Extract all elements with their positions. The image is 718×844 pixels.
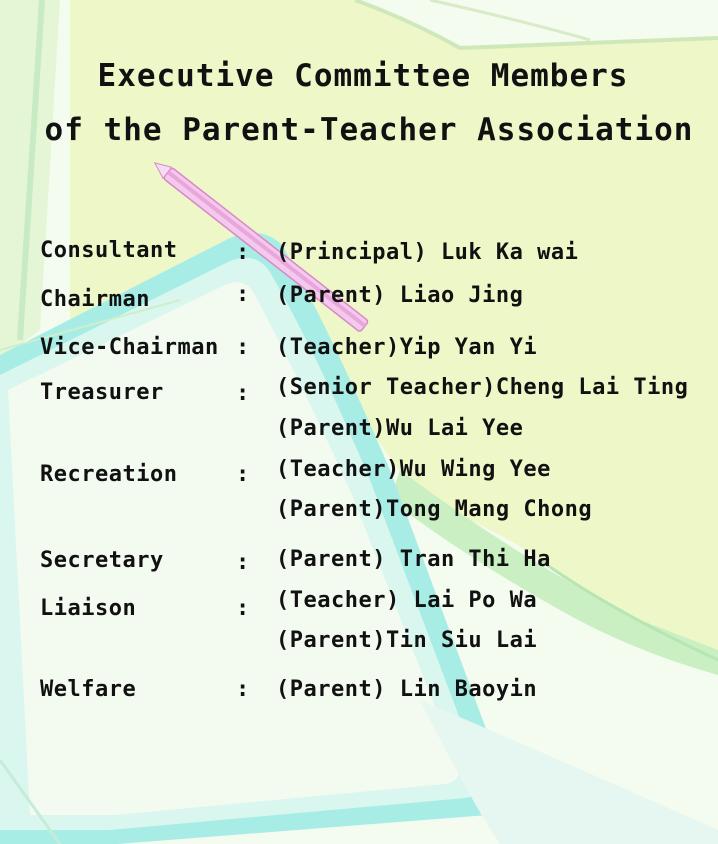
title-line-1: Executive Committee Members [97,58,629,94]
member-vice-chairman: (Teacher)Yip Yan Yi [276,335,538,360]
colon-recreation: : [236,462,250,487]
role-treasurer: Treasurer [40,380,164,405]
member-treasurer-2: (Parent)Wu Lai Yee [276,416,524,441]
role-liaison: Liaison [40,596,137,621]
colon-consultant: : [236,240,250,265]
colon-chairman: : [236,282,250,307]
colon-secretary: : [236,550,250,575]
role-chairman: Chairman [40,287,150,312]
member-liaison-1: (Teacher) Lai Po Wa [276,588,538,613]
member-consultant: (Principal) Luk Ka wai [276,240,579,265]
colon-liaison: : [236,596,250,621]
role-consultant: Consultant [40,238,178,263]
role-welfare: Welfare [40,677,137,702]
role-recreation: Recreation [40,462,178,487]
colon-treasurer: : [236,381,250,406]
member-chairman: (Parent) Liao Jing [276,283,524,308]
role-vice-chairman: Vice-Chairman [40,335,219,360]
role-secretary: Secretary [40,548,164,573]
member-recreation-2: (Parent)Tong Mang Chong [276,497,593,522]
member-secretary: (Parent) Tran Thi Ha [276,547,551,572]
title-line-2: of the Parent-Teacher Association [44,112,694,148]
member-treasurer-1: (Senior Teacher)Cheng Lai Ting [276,375,689,400]
member-welfare: (Parent) Lin Baoyin [276,677,538,702]
colon-vice-chairman: : [236,335,250,360]
member-recreation-1: (Teacher)Wu Wing Yee [276,457,551,482]
member-liaison-2: (Parent)Tin Siu Lai [276,628,538,653]
colon-welfare: : [236,677,250,702]
